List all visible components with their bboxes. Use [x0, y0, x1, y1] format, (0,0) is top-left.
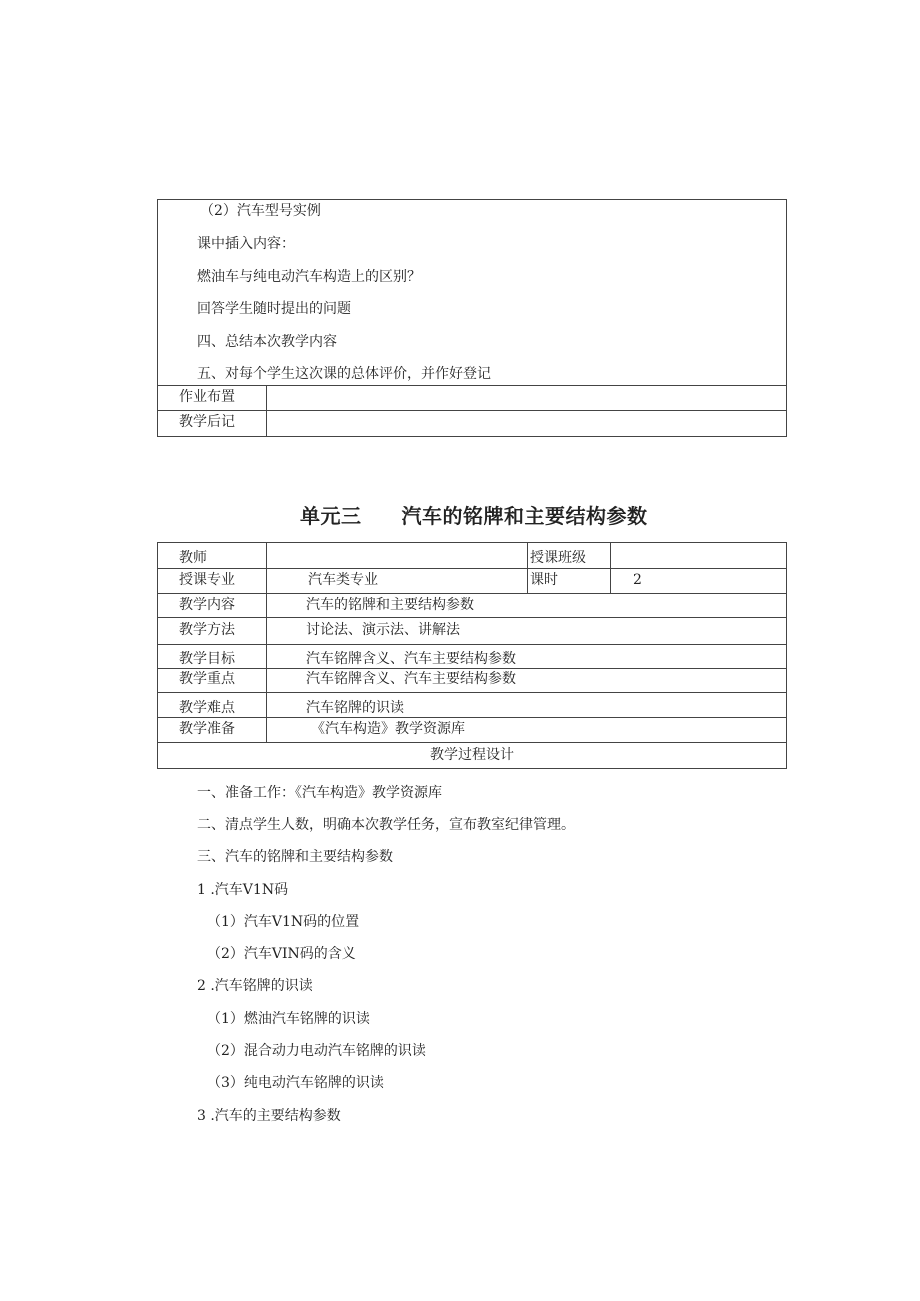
table-column-divider	[527, 542, 528, 594]
table-border-left	[157, 542, 158, 769]
focus-value: 汽车铭牌含义、汽车主要结构参数	[306, 671, 516, 687]
body-line: （1）燃油汽车铭牌的识读	[207, 1011, 370, 1027]
prep-value: 《汽车构造》教学资源库	[311, 721, 465, 737]
table-row-divider	[157, 742, 787, 743]
table-border-bottom	[157, 436, 787, 437]
method-value: 讨论法、演示法、讲解法	[306, 622, 460, 638]
table-row-divider	[157, 385, 787, 386]
table-row-divider	[157, 593, 787, 594]
table-row-divider	[157, 717, 787, 718]
notes-label: 教学后记	[179, 414, 235, 430]
table-row-divider	[157, 617, 787, 618]
content-line: 四、总结本次教学内容	[197, 334, 337, 350]
focus-label: 教学重点	[179, 671, 235, 687]
table-border-top	[157, 199, 787, 200]
major-label: 授课专业	[179, 572, 235, 588]
table-border-left	[157, 199, 158, 437]
unit-title	[300, 503, 648, 529]
body-line: 二、清点学生人数，明确本次教学任务，宣布教室纪律管理。	[197, 817, 575, 833]
prep-label: 教学准备	[179, 721, 235, 737]
difficulty-value: 汽车铭牌的识读	[306, 700, 404, 716]
table-column-divider	[266, 542, 267, 743]
body-line: （2）汽车VIN码的含义	[207, 946, 356, 962]
body-line: 3 .汽车的主要结构参数	[197, 1108, 341, 1124]
table-row-divider	[157, 644, 787, 645]
table-border-right	[786, 199, 787, 437]
content-line: 课中插入内容：	[197, 236, 295, 252]
body-line: 2 .汽车铭牌的识读	[197, 978, 313, 994]
difficulty-label: 教学难点	[179, 700, 235, 716]
goal-label: 教学目标	[179, 651, 235, 667]
table-border-top	[157, 542, 787, 543]
content-line: 回答学生随时提出的问题	[197, 301, 351, 317]
content-line: 五、对每个学生这次课的总体评价，并作好登记	[197, 366, 491, 382]
body-line: 1 .汽车V1N码	[197, 882, 289, 898]
unit-title-main: 汽车的铭牌和主要结构参数	[401, 504, 648, 528]
hours-value: 2	[633, 572, 642, 588]
body-line: （2）混合动力电动汽车铭牌的识读	[207, 1043, 426, 1059]
body-line: 三、汽车的铭牌和主要结构参数	[197, 849, 393, 865]
body-line: （1）汽车V1N码的位置	[207, 914, 360, 930]
table-row-divider	[157, 568, 787, 569]
method-label: 教学方法	[179, 622, 235, 638]
body-line: 一、准备工作：《汽车构造》教学资源库	[197, 785, 442, 801]
table-column-divider	[610, 542, 611, 594]
table-border-right	[786, 542, 787, 769]
table-row-divider	[157, 668, 787, 669]
table-row-divider	[157, 410, 787, 411]
content-line: 燃油车与纯电动汽车构造上的区别？	[197, 269, 421, 285]
unit-title-prefix: 单元三	[300, 504, 362, 528]
major-value: 汽车类专业	[308, 572, 378, 588]
goal-value: 汽车铭牌含义、汽车主要结构参数	[306, 651, 516, 667]
table-column-divider	[266, 385, 267, 437]
content-label: 教学内容	[179, 597, 235, 613]
content-value: 汽车的铭牌和主要结构参数	[306, 597, 474, 613]
hours-label: 课时	[530, 572, 558, 588]
table-row-divider	[157, 692, 787, 693]
homework-label: 作业布置	[179, 389, 235, 405]
table-border-bottom	[157, 768, 787, 769]
class-label: 授课班级	[530, 550, 586, 566]
content-line: （2）汽车型号实例	[200, 203, 321, 219]
teacher-label: 教师	[179, 550, 207, 566]
body-line: （3）纯电动汽车铭牌的识读	[207, 1075, 384, 1091]
process-header: 教学过程设计	[430, 747, 514, 763]
